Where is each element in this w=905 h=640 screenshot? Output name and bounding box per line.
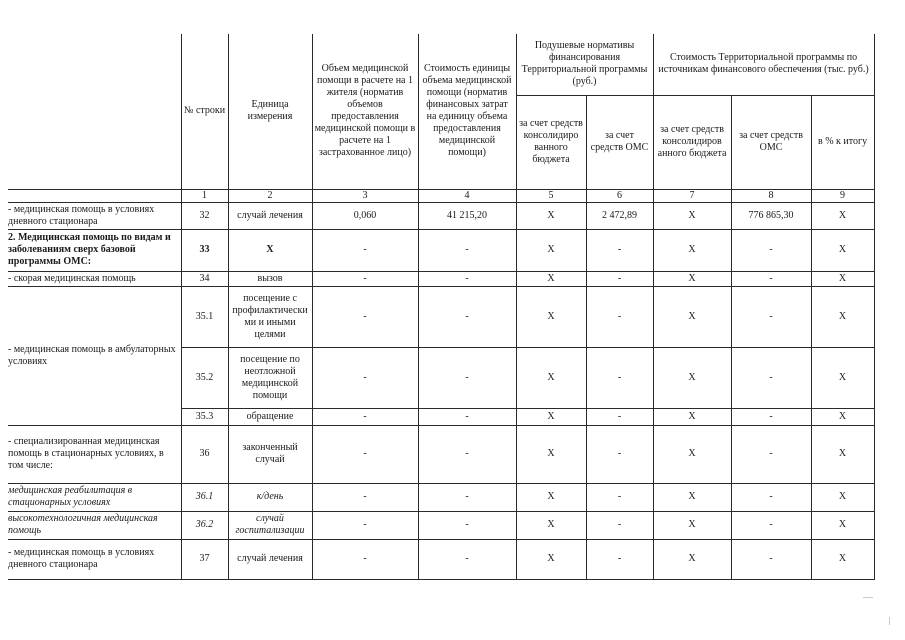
cell-oms-2: - (731, 229, 811, 271)
cell-oms-2: - (731, 511, 811, 539)
row-label: - скорая медицинская помощь (8, 271, 181, 286)
header-budget: за счет средств консолидиро ванного бюджета (516, 95, 586, 189)
column-number: 4 (418, 189, 516, 202)
cell-unit-cost: - (418, 511, 516, 539)
cell-budget-2: Х (653, 202, 731, 229)
cell-unit-cost: - (418, 347, 516, 408)
row-number: 36.2 (181, 511, 228, 539)
cell-budget-2: Х (653, 286, 731, 347)
cell-budget-2: Х (653, 483, 731, 511)
cell-budget: Х (516, 511, 586, 539)
header-oms-2: за счет средств ОМС (731, 95, 811, 189)
header-row-1 (8, 34, 874, 95)
row-label: 2. Медицинская помощь по видам и заболеваниям сверх базовой программы ОМС: (8, 229, 181, 271)
cell-volume: - (312, 539, 418, 579)
cell-volume: 0,060 (312, 202, 418, 229)
row-number: 37 (181, 539, 228, 579)
header-volume: Объем медицинской помощи в расчете на 1 жителя (норматив объемов предоставления медицинской помощи в расчете на 1 застрахованное лицо) (312, 34, 418, 189)
label-header (8, 34, 181, 189)
table-row (8, 511, 874, 539)
cell-percent: Х (811, 539, 874, 579)
cell-budget-2: Х (653, 347, 731, 408)
row-unit: к/день (228, 483, 312, 511)
row-number: 36 (181, 425, 228, 483)
row-label: - медицинская помощь в амбулаторных условиях (8, 286, 181, 425)
cell-percent: Х (811, 271, 874, 286)
column-number: 2 (228, 189, 312, 202)
cell-budget: Х (516, 347, 586, 408)
cell-unit-cost: - (418, 271, 516, 286)
cell-unit-cost: - (418, 408, 516, 425)
cell-unit-cost: 41 215,20 (418, 202, 516, 229)
cell-unit-cost: - (418, 539, 516, 579)
cell-percent: Х (811, 483, 874, 511)
cell-unit-cost: - (418, 483, 516, 511)
cell-oms-2: - (731, 271, 811, 286)
cell-oms: 2 472,89 (586, 202, 653, 229)
cell-budget-2: Х (653, 271, 731, 286)
cell-volume: - (312, 286, 418, 347)
column-number: 9 (811, 189, 874, 202)
table-row (8, 286, 874, 347)
cell-oms: - (586, 425, 653, 483)
cell-oms: - (586, 286, 653, 347)
column-number: 6 (586, 189, 653, 202)
row-label: - медицинская помощь в условиях дневного стационара (8, 202, 181, 229)
scan-speck (889, 617, 890, 625)
column-number: 5 (516, 189, 586, 202)
cell-oms-2: - (731, 425, 811, 483)
cell-oms: - (586, 347, 653, 408)
cell-oms-2: - (731, 347, 811, 408)
cell-budget-2: Х (653, 539, 731, 579)
cell-oms-2: 776 865,30 (731, 202, 811, 229)
cell-percent: Х (811, 425, 874, 483)
row-number: 33 (181, 229, 228, 271)
cell-budget: Х (516, 271, 586, 286)
cell-percent: Х (811, 347, 874, 408)
cell-volume: - (312, 408, 418, 425)
cell-volume: - (312, 347, 418, 408)
row-number: 35.3 (181, 408, 228, 425)
cell-volume: - (312, 483, 418, 511)
row-number: 35.2 (181, 347, 228, 408)
cell-budget-2: Х (653, 511, 731, 539)
table-row (8, 483, 874, 511)
header-oms: за счет средств ОМС (586, 95, 653, 189)
row-unit: обращение (228, 408, 312, 425)
table-row (8, 202, 874, 229)
cell-oms: - (586, 483, 653, 511)
row-number: 34 (181, 271, 228, 286)
column-number: 3 (312, 189, 418, 202)
cell-percent: Х (811, 202, 874, 229)
cell-unit-cost: - (418, 286, 516, 347)
cell-budget: Х (516, 408, 586, 425)
cell-budget: Х (516, 425, 586, 483)
column-number-row (8, 189, 874, 202)
cell-unit-cost: - (418, 425, 516, 483)
cell-oms: - (586, 408, 653, 425)
row-unit: посещение по неотложной медицинской помощи (228, 347, 312, 408)
header-budget-2: за счет средств консолидиров анного бюджета (653, 95, 731, 189)
cell-budget-2: Х (653, 425, 731, 483)
cell-percent: Х (811, 408, 874, 425)
row-label: - медицинская помощь в условиях дневного стационара (8, 539, 181, 579)
table-row (8, 425, 874, 483)
cell-budget-2: Х (653, 408, 731, 425)
header-program-cost: Стоимость Территориальной программы по источникам финансового обеспечения (тыс. руб.) (653, 34, 874, 95)
cell-oms-2: - (731, 539, 811, 579)
header-row-number: № строки (181, 34, 228, 189)
cell-oms: - (586, 511, 653, 539)
cell-percent: Х (811, 229, 874, 271)
column-number: 7 (653, 189, 731, 202)
cell-budget: Х (516, 202, 586, 229)
row-unit: Х (228, 229, 312, 271)
cell-oms: - (586, 229, 653, 271)
cell-budget: Х (516, 539, 586, 579)
row-label: высокотехнологичная медицинская помощь (8, 511, 181, 539)
row-unit: случай лечения (228, 202, 312, 229)
cell-oms-2: - (731, 408, 811, 425)
financing-table (8, 34, 875, 580)
cell-oms-2: - (731, 286, 811, 347)
row-unit: вызов (228, 271, 312, 286)
cell-volume: - (312, 271, 418, 286)
cell-volume: - (312, 229, 418, 271)
cell-budget: Х (516, 286, 586, 347)
row-unit: посещение с профилактически ми и иными целями (228, 286, 312, 347)
row-label: - специализированная медицинская помощь в стационарных условиях, в том числе: (8, 425, 181, 483)
cell-oms: - (586, 271, 653, 286)
row-label: медицинская реабилитация в стационарных условиях (8, 483, 181, 511)
scan-speck (863, 597, 873, 598)
cell-volume: - (312, 511, 418, 539)
row-number: 36.1 (181, 483, 228, 511)
column-number: 8 (731, 189, 811, 202)
header-unit-cost: Стоимость единицы объема медицинской помощи (норматив финансовых затрат на единицу объема предоставления медицинской помощи) (418, 34, 516, 189)
row-number: 32 (181, 202, 228, 229)
column-number-blank (8, 189, 181, 202)
column-number: 1 (181, 189, 228, 202)
header-unit: Единица измерения (228, 34, 312, 189)
cell-percent: Х (811, 511, 874, 539)
cell-oms: - (586, 539, 653, 579)
cell-oms-2: - (731, 483, 811, 511)
row-unit: законченный случай (228, 425, 312, 483)
cell-budget: Х (516, 483, 586, 511)
cell-unit-cost: - (418, 229, 516, 271)
header-percent: в % к итогу (811, 95, 874, 189)
cell-budget-2: Х (653, 229, 731, 271)
header-per-capita-norms: Подушевые нормативы финансирования Территориальной программы (руб.) (516, 34, 653, 95)
table-row (8, 271, 874, 286)
cell-volume: - (312, 425, 418, 483)
row-unit: случай лечения (228, 539, 312, 579)
row-number: 35.1 (181, 286, 228, 347)
table-row (8, 539, 874, 579)
row-unit: случай госпитализации (228, 511, 312, 539)
cell-percent: Х (811, 286, 874, 347)
table-row (8, 229, 874, 271)
cell-budget: Х (516, 229, 586, 271)
